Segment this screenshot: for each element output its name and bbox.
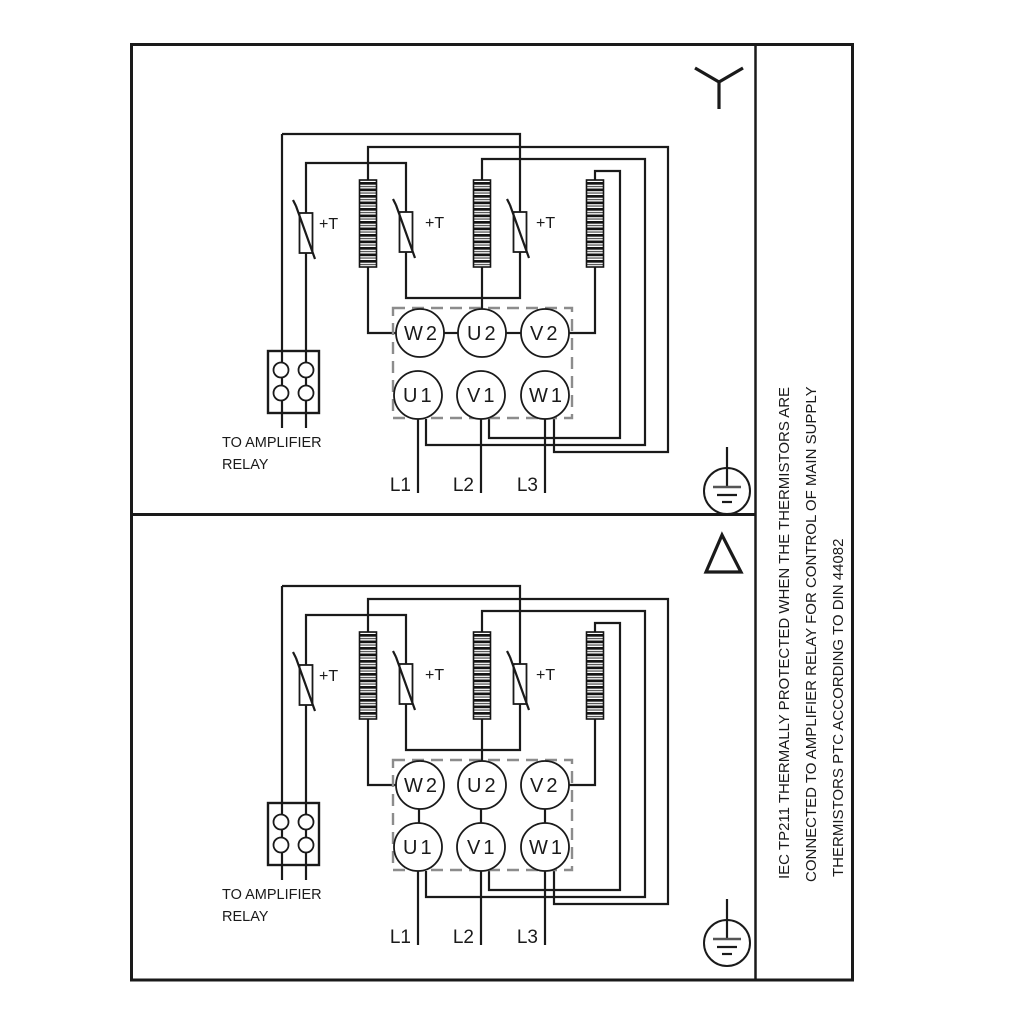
- relay-note-line1: TO AMPLIFIER: [222, 887, 322, 903]
- relay-note-line2: RELAY: [222, 909, 269, 925]
- relay-note-line1: TO AMPLIFIER: [222, 435, 322, 451]
- star-panel: [222, 68, 750, 514]
- terminal-label-v2: V2: [530, 775, 561, 797]
- delta-connection-icon: [706, 535, 741, 572]
- thermistor-label-2: +T: [425, 215, 445, 232]
- delta-panel: [222, 535, 750, 966]
- thermistor-label-3: +T: [536, 215, 556, 232]
- supply-label-l1: L1: [389, 927, 411, 948]
- terminal-label-w2: W2: [404, 775, 440, 797]
- thermistor-label-1: +T: [319, 216, 339, 233]
- terminal-label-u2: U2: [467, 323, 499, 345]
- side-note-line-2: CONNECTED TO AMPLIFIER RELAY FOR CONTROL OF MAIN SUPPLY: [803, 386, 820, 882]
- supply-label-l1: L1: [389, 475, 411, 496]
- terminal-label-w1: W1: [529, 385, 565, 407]
- terminal-label-u2: U2: [467, 775, 499, 797]
- relay-note-line2: RELAY: [222, 457, 269, 473]
- terminal-label-v1: V1: [467, 385, 498, 407]
- supply-label-l3: L3: [516, 927, 538, 948]
- terminal-label-u1: U1: [403, 385, 435, 407]
- thermistor-label-2: +T: [425, 667, 445, 684]
- star-connection-icon: [695, 68, 743, 109]
- side-note-line-1: IEC TP211 THERMALLY PROTECTED WHEN THE THERMISTORS ARE: [776, 386, 793, 879]
- terminal-label-u1: U1: [403, 837, 435, 859]
- supply-label-l3: L3: [516, 475, 538, 496]
- side-note-line-3: THERMISTORS PTC ACCORDING TO DIN 44082: [830, 538, 847, 877]
- side-note-column: [776, 386, 847, 882]
- terminal-label-v2: V2: [530, 323, 561, 345]
- terminal-label-w1: W1: [529, 837, 565, 859]
- supply-label-l2: L2: [452, 927, 474, 948]
- thermistor-label-1: +T: [319, 668, 339, 685]
- thermistor-label-3: +T: [536, 667, 556, 684]
- terminal-label-w2: W2: [404, 323, 440, 345]
- supply-label-l2: L2: [452, 475, 474, 496]
- terminal-label-v1: V1: [467, 837, 498, 859]
